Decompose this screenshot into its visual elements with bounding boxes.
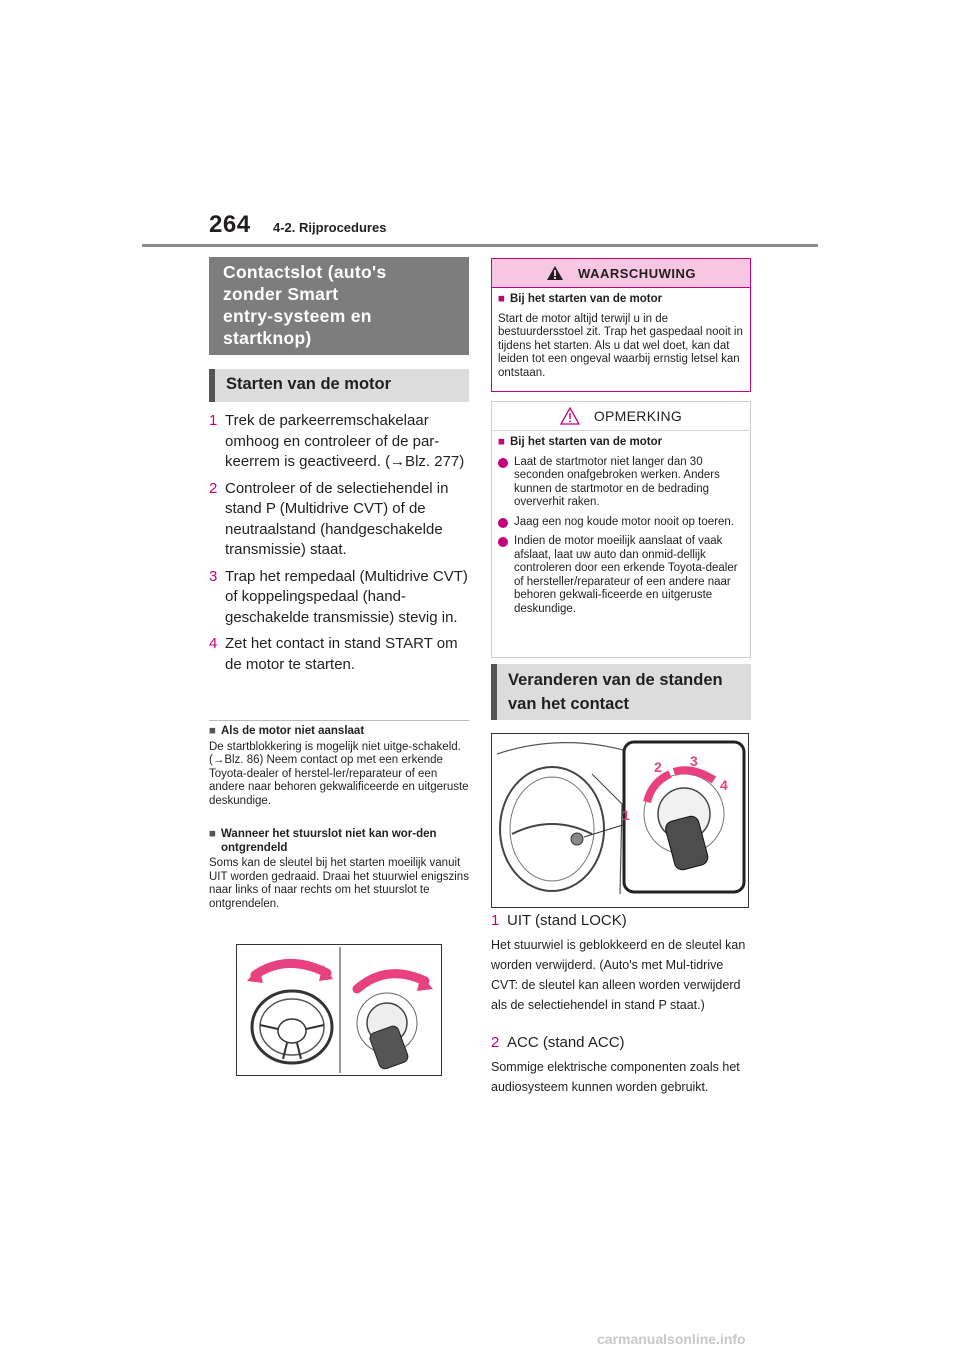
position-title: ACC (stand ACC) [507, 1034, 625, 1051]
step-text: Zet het contact in stand START om de motor te starten. [225, 635, 458, 673]
square-bullet-icon: ■ [209, 725, 216, 737]
position-number: 1 [491, 912, 500, 929]
warning-label: WAARSCHUWING [578, 265, 696, 281]
callout-1: 1 [622, 807, 630, 823]
notice-bullet [498, 516, 744, 530]
warning-triangle-icon [546, 265, 564, 281]
square-bullet-icon: ■ [498, 293, 505, 305]
bullet-dot-icon [498, 518, 508, 528]
warning-body: Start de motor altijd terwijl u in de bestuurdersstoel zit. Trap het gaspedaal nooit in tijdens het starten. Als u dat wel doet, kan dat leiden tot een ongeval waarbij ernstig letsel kan ontstaan. [498, 312, 743, 379]
callout-3: 3 [690, 753, 698, 769]
ignition-positions-illustration [491, 733, 749, 908]
warning-box [491, 258, 751, 392]
step-text: Trap het rempedaal (Multidrive CVT) of koppelingspedaal (hand-geschakelde transmissie) stevig in. [225, 567, 468, 626]
note-body: De startblokkering is mogelijk niet uitge-schakeld. (→Blz. 86) Neem contact op met een erkende Toyota-dealer of herstel-ler/reparateur of een andere naar behoren gekwalificeerde en uitgeruste deskundige. [209, 740, 469, 807]
position-description: Het stuurwiel is geblokkeerd en de sleutel kan worden verwijderd. (Auto's met Mul-tidrive CVT: de sleutel kan alleen worden verwijderd als de selectiehendel in stand P staat.) [491, 938, 746, 1012]
starting-heading: Starten van de motor [209, 369, 469, 402]
step-number: 2 [209, 479, 218, 497]
section-label: 4-2. Rijprocedures [273, 220, 387, 235]
title-line: startknop) [223, 328, 312, 348]
note-steering-lock [209, 828, 471, 911]
note-heading: Als de motor niet aanslaat [221, 725, 365, 737]
notice-bullet-text: Indien de motor moeilijk aanslaat of vaak afslaat, laat uw auto dan onmid-dellijk controleren door een erkende Toyota-dealer of hersteller/reparateur of een andere naar behoren gekwali-ficeerde en uitgeruste deskundige. [514, 535, 738, 615]
position-title: UIT (stand LOCK) [507, 912, 627, 929]
step-item [209, 411, 471, 473]
notice-bullet-text: Laat de startmotor niet langer dan 30 seconden onafgebroken werken. Anders kunnen de startmotor en de bedrading oververhit raken. [514, 455, 720, 508]
steering-lock-illustration [236, 944, 442, 1076]
notice-label: OPMERKING [593, 408, 683, 424]
note-engine-not-starting [209, 725, 471, 808]
notice-heading: Bij het starten van de motor [510, 436, 663, 448]
title-line: Contactslot (auto's [223, 262, 387, 282]
notice-bullet [498, 456, 744, 510]
step-item [209, 479, 471, 561]
callout-2: 2 [654, 759, 662, 775]
step-number: 4 [209, 635, 218, 652]
bullet-dot-icon [498, 458, 508, 468]
starting-steps [209, 411, 471, 681]
square-bullet-icon: ■ [209, 828, 216, 840]
step-item [209, 567, 471, 629]
step-number: 1 [209, 412, 218, 429]
note-body: Soms kan de sleutel bij het starten moeilijk vanuit UIT worden gedraaid. Draai het stuurwiel enigszins naar links of naar rechts om het stuurslot te ontgrendelen. [209, 857, 469, 910]
step-number: 3 [209, 567, 218, 585]
chapter-title [209, 257, 469, 355]
ignition-switch-icon [492, 734, 748, 907]
notes-divider [209, 720, 469, 721]
header-divider [142, 244, 818, 247]
notice-bullet [498, 535, 744, 616]
positions-heading: Veranderen van de standen van het contact [491, 664, 751, 720]
notice-box [491, 401, 751, 658]
step-item [209, 634, 471, 675]
position-item [491, 912, 753, 1015]
position-item [491, 1034, 753, 1097]
square-bullet-icon: ■ [498, 436, 505, 448]
position-number: 2 [491, 1034, 500, 1051]
notice-bullet-text: Jaag een nog koude motor nooit op toeren. [514, 515, 734, 528]
title-line: zonder Smart [223, 284, 339, 304]
step-text: Controleer of de selectiehendel in stand P (Multidrive CVT) of de neutraalstand (handgeschakelde transmissie) staat. [225, 479, 449, 558]
title-line: entry-systeem en [223, 306, 372, 326]
warning-heading: Bij het starten van de motor [510, 293, 663, 305]
bullet-dot-icon [498, 537, 508, 547]
caution-triangle-icon [560, 407, 580, 425]
callout-4: 4 [720, 777, 728, 793]
watermark: carmanualsonline.info [597, 1331, 746, 1347]
steering-wheel-key-icon [237, 945, 441, 1075]
position-description: Sommige elektrische componenten zoals het audiosysteem kunnen worden gebruikt. [491, 1060, 740, 1094]
note-heading: Wanneer het stuurslot niet kan wor-den ontgrendeld [221, 828, 437, 854]
step-text: Trek de parkeerremschakelaar omhoog en controleer of de par-keerrem is geactiveerd. (→Blz. 277) [225, 412, 465, 470]
page-number: 264 [209, 211, 251, 238]
